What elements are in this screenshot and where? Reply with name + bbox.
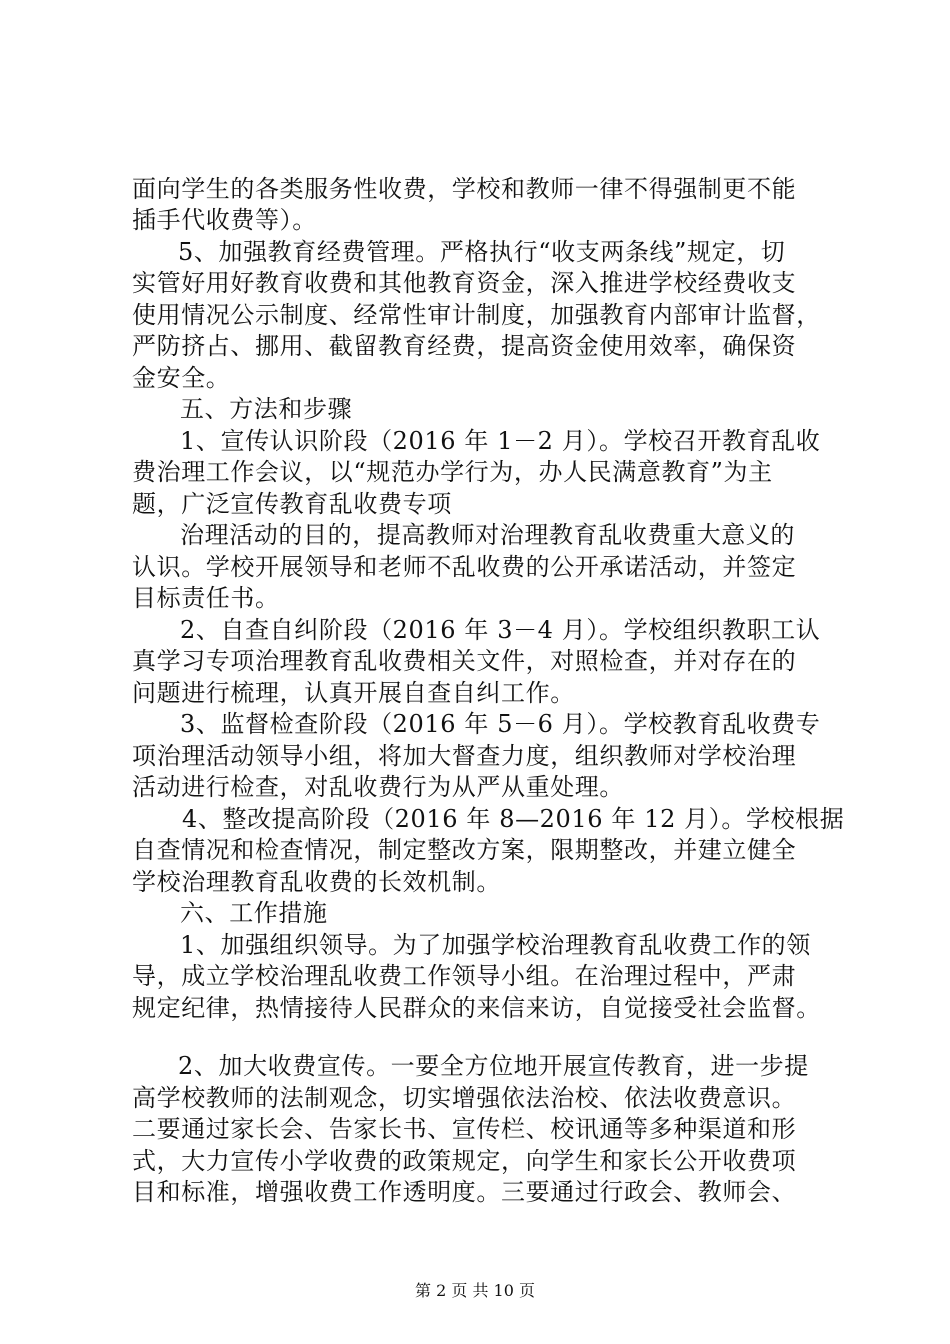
text-line: 面向学生的各类服务性收费，学校和教师一律不得强制更不能 <box>132 175 797 203</box>
text-line: 1、宣传认识阶段（2016 年 1－2 月）。学校召开教育乱收 <box>180 427 821 455</box>
text-line: 4、整改提高阶段（2016 年 8—2016 年 12 月）。学校根据 <box>182 805 845 833</box>
text-line: 5、加强教育经费管理。严格执行“收支两条线”规定，切 <box>178 238 786 266</box>
text-line: 问题进行梳理，认真开展自查自纠工作。 <box>132 679 575 707</box>
text-line: 规定纪律，热情接待人民群众的来信来访，自觉接受社会监督。 <box>132 994 821 1022</box>
text-line: 2、加大收费宣传。一要全方位地开展宣传教育，进一步提 <box>178 1052 809 1080</box>
section-heading: 五、方法和步骤 <box>180 395 353 423</box>
text-line: 目和标准，增强收费工作透明度。三要通过行政会、教师会、 <box>132 1178 797 1206</box>
section-heading: 六、工作措施 <box>180 899 328 927</box>
text-line: 二要通过家长会、告家长书、宣传栏、校讯通等多种渠道和形 <box>132 1115 797 1143</box>
text-line: 认识。学校开展领导和老师不乱收费的公开承诺活动，并签定 <box>132 553 797 581</box>
text-line: 2、自查自纠阶段（2016 年 3－4 月）。学校组织教职工认 <box>180 616 821 644</box>
text-line: 式，大力宣传小学收费的政策规定，向学生和家长公开收费项 <box>132 1147 797 1175</box>
text-line: 项治理活动领导小组，将加大督查力度，组织教师对学校治理 <box>132 742 797 770</box>
text-line: 高学校教师的法制观念，切实增强依法治校、依法收费意识。 <box>132 1084 797 1112</box>
text-line: 插手代收费等）。 <box>132 206 317 234</box>
text-line: 严防挤占、挪用、截留教育经费，提高资金使用效率，确保资 <box>132 332 797 360</box>
text-line: 自查情况和检查情况，制定整改方案，限期整改，并建立健全 <box>132 836 797 864</box>
text-line: 1、加强组织领导。为了加强学校治理教育乱收费工作的领 <box>180 931 811 959</box>
text-line: 3、监督检查阶段（2016 年 5－6 月）。学校教育乱收费专 <box>180 710 821 738</box>
text-line: 学校治理教育乱收费的长效机制。 <box>132 868 501 896</box>
text-line: 使用情况公示制度、经常性审计制度，加强教育内部审计监督， <box>132 301 821 329</box>
text-line: 题，广泛宣传教育乱收费专项 <box>132 490 452 518</box>
text-line: 真学习专项治理教育乱收费相关文件，对照检查，并对存在的 <box>132 647 797 675</box>
page-footer <box>0 1281 950 1301</box>
text-line: 治理活动的目的，提高教师对治理教育乱收费重大意义的 <box>180 521 795 549</box>
text-line: 目标责任书。 <box>132 584 280 612</box>
page-indicator: 第 2 页 共 10 页 <box>415 1281 535 1300</box>
text-line: 费治理工作会议，以“规范办学行为，办人民满意教育”为主 <box>132 458 773 486</box>
text-line: 实管好用好教育收费和其他教育资金，深入推进学校经费收支 <box>132 269 797 297</box>
text-line: 金安全。 <box>132 364 231 392</box>
text-line: 导，成立学校治理乱收费工作领导小组。在治理过程中，严肃 <box>132 962 797 990</box>
text-line: 活动进行检查，对乱收费行为从严从重处理。 <box>132 773 624 801</box>
